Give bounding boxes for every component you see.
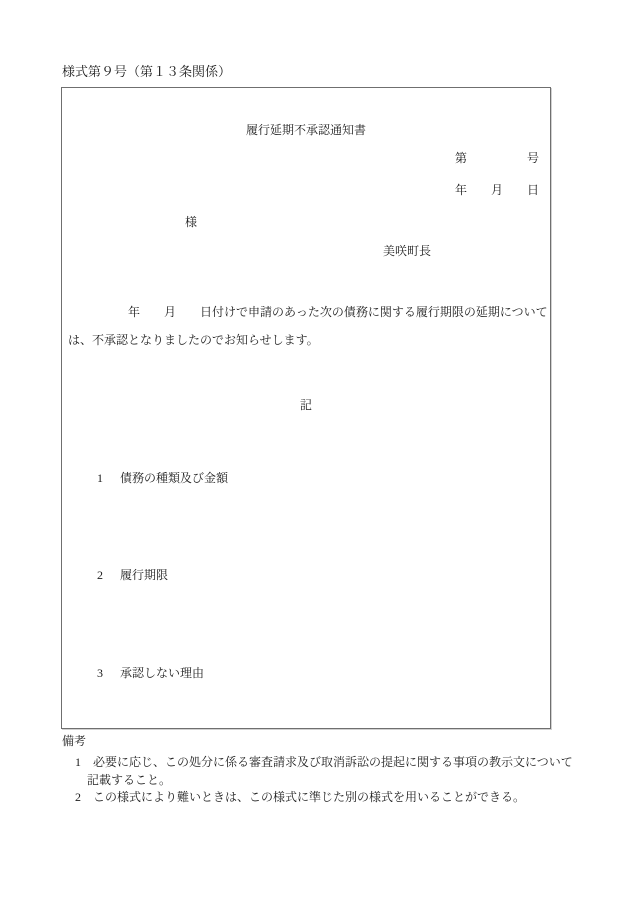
item-number: 2 <box>97 568 103 582</box>
remarks-line: 記載すること。 <box>75 772 172 787</box>
body-paragraph-line-2: は、不承認となりましたのでお知らせします。 <box>68 333 319 347</box>
remarks-line: 1 必要に応じ、この処分に係る審査請求及び取消訴訟の提起に関する事項の教示文について <box>75 755 573 769</box>
remarks-line: 2 この様式により難いときは、この様式に準じた別の様式を用いることができる。 <box>75 790 526 805</box>
document-number-line: 第 号 <box>454 151 539 165</box>
remarks-lines <box>75 754 573 807</box>
item-label: 承認しない理由 <box>120 666 205 680</box>
list-item-debt-type <box>79 454 228 502</box>
item-label: 債務の種類及び金額 <box>120 471 229 485</box>
item-number: 3 <box>97 666 103 680</box>
addressee-honorific: 様 <box>185 215 198 229</box>
body-paragraph-line-1: 年 月 日付けで申請のあった次の債務に関する履行期限の延期について <box>68 305 548 319</box>
item-label: 履行期限 <box>120 568 169 582</box>
form-number-label: 様式第９号（第１３条関係） <box>62 64 232 79</box>
sender-title: 美咲町長 <box>383 244 432 258</box>
remarks-title: 備考 <box>62 734 87 748</box>
list-item-performance-deadline <box>79 551 168 599</box>
item-number: 1 <box>97 471 103 485</box>
document-date-line: 年 月 日 <box>454 183 539 197</box>
document-title: 履行延期不承認通知書 <box>245 123 366 137</box>
list-item-reason-not-approved <box>79 649 204 697</box>
form-box <box>61 87 551 729</box>
section-marker-ki: 記 <box>299 398 312 412</box>
